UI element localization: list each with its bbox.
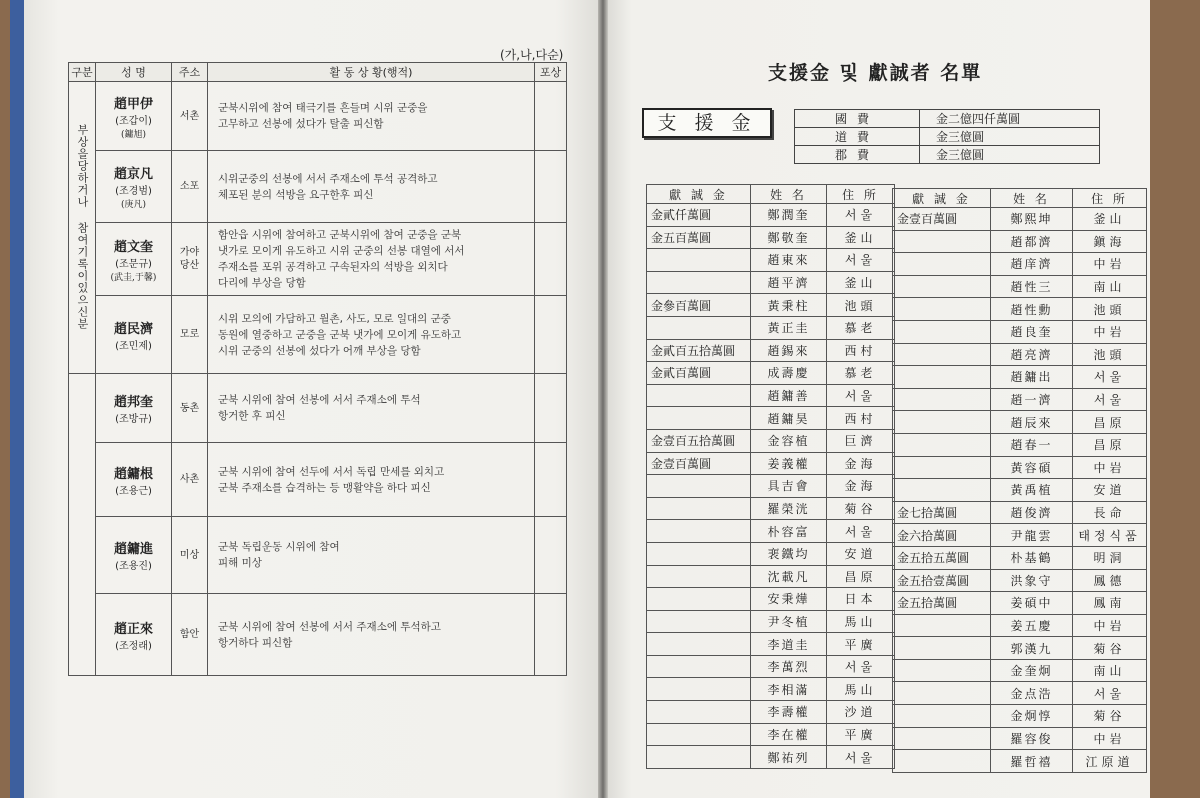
activity-row <box>69 222 567 295</box>
support-label: 支 援 金 <box>642 108 772 138</box>
donor-amount: 金參百萬圓 <box>647 294 751 317</box>
donor-amount <box>893 456 991 479</box>
donor-row <box>647 520 895 543</box>
person-name-cell <box>96 151 172 222</box>
donor-amount <box>893 366 991 389</box>
donor-location: 釜山 <box>827 271 895 294</box>
donor-location: 平廣 <box>827 633 895 656</box>
person-name-hanja: 趙正來 <box>113 621 153 637</box>
person-award <box>535 82 567 151</box>
person-name-korean: (조민제) <box>115 340 152 352</box>
donor-row <box>647 407 895 430</box>
donor-location: 서울 <box>1073 366 1147 389</box>
donor-location: 鳳德 <box>1073 569 1147 592</box>
donor-row <box>893 569 1147 592</box>
person-activity: 군북 시위에 참여 선두에 서서 독립 만세를 외치고 군북 주재소를 습격하는 등 맹활약을 하다 피신 <box>208 443 535 516</box>
donor-name: 黃容碩 <box>991 456 1073 479</box>
donor-row <box>647 701 895 724</box>
donor-amount <box>893 727 991 750</box>
donor-location: 池頭 <box>827 294 895 317</box>
person-address: 모로 <box>172 296 208 374</box>
donor-amount <box>647 723 751 746</box>
person-address: 소포 <box>172 151 208 222</box>
person-name-cell <box>96 516 172 594</box>
person-address: 동촌 <box>172 373 208 442</box>
donor-amount: 金五拾五萬圓 <box>893 546 991 569</box>
donor-amount <box>893 275 991 298</box>
donor-row <box>893 298 1147 321</box>
person-award <box>535 443 567 516</box>
donor-name: 朴容富 <box>751 520 827 543</box>
person-activity: 군북 독립운동 시위에 참여 피해 미상 <box>208 516 535 594</box>
activity-row <box>69 516 567 594</box>
donor-location: 菊谷 <box>1073 705 1147 728</box>
donor-location: 서울 <box>827 249 895 272</box>
donor-location: 慕老 <box>827 316 895 339</box>
person-award <box>535 222 567 295</box>
donor-location: 昌原 <box>827 565 895 588</box>
donor-amount <box>647 249 751 272</box>
donor-amount <box>647 316 751 339</box>
donor-amount: 金六拾萬圓 <box>893 524 991 547</box>
donor-row <box>893 411 1147 434</box>
donor-name: 郭漢九 <box>991 637 1073 660</box>
donor-row <box>893 343 1147 366</box>
donor-location: 中岩 <box>1073 456 1147 479</box>
donor-location: 中岩 <box>1073 320 1147 343</box>
donor-name: 黃禹植 <box>991 479 1073 502</box>
donor-row <box>893 682 1147 705</box>
person-name-hanja: 趙鏞進 <box>113 542 153 558</box>
donor-name: 李萬烈 <box>751 655 827 678</box>
person-address: 미상 <box>172 516 208 594</box>
donor-location: 長命 <box>1073 501 1147 524</box>
donor-location: 江原道 <box>1073 750 1147 773</box>
donor-location: 菊谷 <box>1073 637 1147 660</box>
donor-location: 中岩 <box>1073 727 1147 750</box>
donor-amount <box>647 542 751 565</box>
donor-name: 洪象守 <box>991 569 1073 592</box>
donor-location: 沙道 <box>827 701 895 724</box>
donor-location: 巨濟 <box>827 429 895 452</box>
donor-row <box>647 339 895 362</box>
donor-name: 沈載凡 <box>751 565 827 588</box>
donor-name: 金点浩 <box>991 682 1073 705</box>
donor-amount <box>893 298 991 321</box>
donor-amount <box>647 588 751 611</box>
donor-name: 趙良奎 <box>991 320 1073 343</box>
donor-name: 李壽權 <box>751 701 827 724</box>
fund-table <box>794 109 1100 164</box>
donor-location: 鎭海 <box>1073 230 1147 253</box>
donor-location: 태정식품 <box>1073 524 1147 547</box>
donor-row <box>893 659 1147 682</box>
donor-row <box>893 456 1147 479</box>
donor-name: 朴基鶴 <box>991 546 1073 569</box>
person-award <box>535 296 567 374</box>
donor-location: 安道 <box>1073 479 1147 502</box>
person-activity: 군북 시위에 참여 선봉에 서서 주재소에 투석하고 항거하다 피신함 <box>208 594 535 676</box>
donor-location: 南山 <box>1073 659 1147 682</box>
person-name-korean: (조문규) <box>115 258 152 270</box>
person-name-cell <box>96 82 172 151</box>
donor-table-left <box>646 184 895 769</box>
donor-name: 安秉燁 <box>751 588 827 611</box>
donor-header-name: 姓 名 <box>751 185 827 204</box>
donor-amount: 金貳仟萬圓 <box>647 204 751 227</box>
donor-row <box>647 452 895 475</box>
donor-row <box>647 384 895 407</box>
donor-location: 昌原 <box>1073 433 1147 456</box>
donor-amount <box>647 746 751 769</box>
donor-name: 尹冬植 <box>751 610 827 633</box>
donor-name: 趙鏞善 <box>751 384 827 407</box>
donor-row <box>647 226 895 249</box>
donor-location: 서울 <box>827 520 895 543</box>
person-name-cell <box>96 296 172 374</box>
donor-header-loc: 住 所 <box>827 185 895 204</box>
donor-amount: 金五拾壹萬圓 <box>893 569 991 592</box>
person-name-alias: (武圭,于馨) <box>110 272 157 283</box>
donor-row <box>647 316 895 339</box>
donor-name: 趙俊濟 <box>991 501 1073 524</box>
donor-row <box>647 249 895 272</box>
donor-name: 趙一濟 <box>991 388 1073 411</box>
donor-row <box>893 253 1147 276</box>
donor-row <box>647 204 895 227</box>
donor-row <box>893 750 1147 773</box>
donor-amount <box>647 384 751 407</box>
donor-row <box>893 208 1147 231</box>
person-address: 서촌 <box>172 82 208 151</box>
donor-row <box>893 275 1147 298</box>
donor-name: 黃正圭 <box>751 316 827 339</box>
person-name-korean: (조갑이) <box>115 115 152 127</box>
donor-amount <box>647 497 751 520</box>
donor-amount <box>647 701 751 724</box>
person-name-korean: (조정래) <box>115 640 152 652</box>
donor-row <box>647 271 895 294</box>
donor-amount <box>647 271 751 294</box>
activity-row <box>69 296 567 374</box>
donor-name: 趙錫來 <box>751 339 827 362</box>
donor-location: 菊谷 <box>827 497 895 520</box>
donor-name: 具吉會 <box>751 475 827 498</box>
header-award: 포상 <box>535 63 567 82</box>
donor-location: 釜山 <box>1073 208 1147 231</box>
donor-location: 西村 <box>827 407 895 430</box>
donor-row <box>647 497 895 520</box>
book-gutter <box>598 0 608 798</box>
fund-amount: 金三億圓 <box>920 146 1100 164</box>
fund-row <box>795 110 1100 128</box>
donor-row <box>893 592 1147 615</box>
person-address: 가야 당산 <box>172 222 208 295</box>
donor-location: 서울 <box>827 746 895 769</box>
donor-name: 鄭祐列 <box>751 746 827 769</box>
donor-row <box>647 565 895 588</box>
person-award <box>535 516 567 594</box>
person-name-cell <box>96 443 172 516</box>
donor-row <box>893 433 1147 456</box>
person-name-hanja: 趙鏞根 <box>113 466 153 482</box>
donor-row <box>647 475 895 498</box>
donor-name: 趙鏞昊 <box>751 407 827 430</box>
person-name-cell <box>96 594 172 676</box>
donor-amount <box>893 682 991 705</box>
person-activity: 군북 시위에 참여 선봉에 서서 주재소에 투석 항거한 후 피신 <box>208 373 535 442</box>
donor-location: 馬山 <box>827 678 895 701</box>
category-cell: 부상을당하거나 참여기록이있으신분 <box>69 82 96 374</box>
activity-table <box>68 62 567 676</box>
donor-location: 安道 <box>827 542 895 565</box>
donor-name: 趙辰來 <box>991 411 1073 434</box>
donor-amount <box>893 388 991 411</box>
donor-header-loc: 住 所 <box>1073 189 1147 208</box>
person-activity: 함안읍 시위에 참여하고 군북시위에 참여 군중을 군북 냇가로 모이게 유도하고 시위 군중의 선봉 대열에 서서 주재소를 포위 공격하고 구속된자의 석방을 외치다 다리에 부상을 당함 <box>208 222 535 295</box>
donor-row <box>893 479 1147 502</box>
donor-amount <box>893 750 991 773</box>
person-award <box>535 373 567 442</box>
donor-header-name: 姓 名 <box>991 189 1073 208</box>
donor-name: 羅容俊 <box>991 727 1073 750</box>
donor-amount <box>647 475 751 498</box>
donor-name: 趙亮濟 <box>991 343 1073 366</box>
donor-location: 日本 <box>827 588 895 611</box>
person-name-hanja: 趙甲伊 <box>113 96 153 112</box>
donor-amount <box>647 520 751 543</box>
donor-name: 李在權 <box>751 723 827 746</box>
donor-name: 鄭熙坤 <box>991 208 1073 231</box>
donor-name: 金奎炯 <box>991 659 1073 682</box>
donor-location: 中岩 <box>1073 614 1147 637</box>
donor-location: 池頭 <box>1073 298 1147 321</box>
donor-row <box>647 429 895 452</box>
donor-amount <box>893 614 991 637</box>
donor-name: 趙都濟 <box>991 230 1073 253</box>
donor-name: 姜碩中 <box>991 592 1073 615</box>
donor-name: 趙鏞出 <box>991 366 1073 389</box>
donor-location: 서울 <box>827 655 895 678</box>
person-name-hanja: 趙文奎 <box>113 239 153 255</box>
donor-name: 李道圭 <box>751 633 827 656</box>
donor-location: 西村 <box>827 339 895 362</box>
donor-name: 趙春一 <box>991 433 1073 456</box>
activity-row <box>69 373 567 442</box>
donor-location: 平廣 <box>827 723 895 746</box>
donor-name: 羅榮洸 <box>751 497 827 520</box>
donor-header-amount: 獻 誠 金 <box>647 185 751 204</box>
donor-name: 尹龍雲 <box>991 524 1073 547</box>
person-name-alias: (鏞旭) <box>120 129 147 140</box>
person-name-hanja: 趙民濟 <box>113 321 153 337</box>
donor-amount: 金壹百五拾萬圓 <box>647 429 751 452</box>
donor-amount: 金貳百五拾萬圓 <box>647 339 751 362</box>
person-activity: 군북시위에 참여 태극기를 흔들며 시위 군중을 고무하고 선봉에 섰다가 탈출 피신함 <box>208 82 535 151</box>
donor-amount <box>893 253 991 276</box>
person-name-hanja: 趙京凡 <box>113 167 153 183</box>
header-category: 구분 <box>69 63 96 82</box>
donor-row <box>647 588 895 611</box>
donor-row <box>893 637 1147 660</box>
donor-location: 昌原 <box>1073 411 1147 434</box>
donor-location: 明洞 <box>1073 546 1147 569</box>
donor-name: 黃秉柱 <box>751 294 827 317</box>
donor-amount <box>647 610 751 633</box>
donor-header-row <box>893 189 1147 208</box>
donor-header-amount: 獻 誠 金 <box>893 189 991 208</box>
donor-amount: 金壹百萬圓 <box>647 452 751 475</box>
donor-amount <box>647 407 751 430</box>
person-address: 함안 <box>172 594 208 676</box>
donor-row <box>647 633 895 656</box>
donor-row <box>893 524 1147 547</box>
donor-row <box>647 610 895 633</box>
donor-name: 成壽慶 <box>751 362 827 385</box>
header-activity: 활 동 상 황(행적) <box>208 63 535 82</box>
donor-row <box>893 546 1147 569</box>
person-name-alias: (庚凡) <box>120 200 147 211</box>
person-activity: 시위군중의 선봉에 서서 주재소에 투석 공격하고 체포된 분의 석방을 요구한후 피신 <box>208 151 535 222</box>
person-address: 사촌 <box>172 443 208 516</box>
category-cell-empty <box>69 373 96 675</box>
donor-name: 趙平濟 <box>751 271 827 294</box>
sort-note: (가,나,다순) <box>500 48 564 62</box>
donor-amount <box>647 565 751 588</box>
person-name-korean: (조방규) <box>115 414 152 426</box>
fund-row <box>795 146 1100 164</box>
person-name-korean: (조용근) <box>115 485 152 497</box>
donor-row <box>893 727 1147 750</box>
person-name-korean: (조용진) <box>115 561 152 573</box>
donor-row <box>647 542 895 565</box>
donor-amount: 金壹百萬圓 <box>893 208 991 231</box>
fund-amount: 金三億圓 <box>920 128 1100 146</box>
donor-location: 서울 <box>1073 682 1147 705</box>
donor-location: 金海 <box>827 452 895 475</box>
donor-amount <box>893 230 991 253</box>
donor-name: 趙東來 <box>751 249 827 272</box>
person-name-cell <box>96 222 172 295</box>
donor-location: 中岩 <box>1073 253 1147 276</box>
person-name-korean: (조경범) <box>115 186 152 198</box>
donor-location: 釜山 <box>827 226 895 249</box>
donor-amount <box>647 655 751 678</box>
person-award <box>535 594 567 676</box>
donor-amount <box>893 320 991 343</box>
donor-amount <box>893 343 991 366</box>
donor-header-row <box>647 185 895 204</box>
donor-amount: 金七拾萬圓 <box>893 501 991 524</box>
person-activity: 시위 모의에 가담하고 월촌, 사도, 모로 일대의 군중 동원에 열중하고 군중을 군북 냇가에 모이게 유도하고 시위 군중의 선봉에 섰다가 어깨 부상을 당함 <box>208 296 535 374</box>
donor-row <box>647 678 895 701</box>
fund-label: 郡費 <box>795 146 920 164</box>
donor-row <box>647 655 895 678</box>
donor-amount: 金貳百萬圓 <box>647 362 751 385</box>
donor-location: 서울 <box>827 204 895 227</box>
donor-name: 趙性勳 <box>991 298 1073 321</box>
header-name: 성 명 <box>96 63 172 82</box>
donor-row <box>893 501 1147 524</box>
donor-row <box>893 705 1147 728</box>
donor-row <box>647 362 895 385</box>
person-name-hanja: 趙邦奎 <box>113 395 153 411</box>
fund-label: 道費 <box>795 128 920 146</box>
donor-amount: 金五拾萬圓 <box>893 592 991 615</box>
activity-row <box>69 594 567 676</box>
activity-row <box>69 443 567 516</box>
fund-row <box>795 128 1100 146</box>
fund-label: 國費 <box>795 110 920 128</box>
donor-table-right <box>892 188 1147 773</box>
donor-name: 金容植 <box>751 429 827 452</box>
donor-amount <box>893 433 991 456</box>
donor-amount <box>893 411 991 434</box>
donor-name: 金炯惇 <box>991 705 1073 728</box>
donor-amount <box>647 678 751 701</box>
donor-amount <box>893 659 991 682</box>
activity-header-row <box>69 63 567 82</box>
activity-row <box>69 82 567 151</box>
donor-location: 서울 <box>1073 388 1147 411</box>
donor-row <box>647 746 895 769</box>
donor-amount: 金五百萬圓 <box>647 226 751 249</box>
donor-location: 慕老 <box>827 362 895 385</box>
donor-name: 李相滿 <box>751 678 827 701</box>
person-name-cell <box>96 373 172 442</box>
donor-name: 姜義權 <box>751 452 827 475</box>
donor-location: 鳳南 <box>1073 592 1147 615</box>
donor-location: 金海 <box>827 475 895 498</box>
donor-location: 馬山 <box>827 610 895 633</box>
donor-amount <box>893 637 991 660</box>
donor-name: 趙性三 <box>991 275 1073 298</box>
donor-name: 鄭敬奎 <box>751 226 827 249</box>
donor-name: 鄭潤奎 <box>751 204 827 227</box>
donor-row <box>893 320 1147 343</box>
header-address: 주소 <box>172 63 208 82</box>
donor-amount <box>893 479 991 502</box>
donor-row <box>893 614 1147 637</box>
donor-row <box>647 294 895 317</box>
donor-name: 趙庠濟 <box>991 253 1073 276</box>
person-award <box>535 151 567 222</box>
fund-amount: 金二億四仟萬圓 <box>920 110 1100 128</box>
donor-location: 池頭 <box>1073 343 1147 366</box>
donor-row <box>647 723 895 746</box>
donor-amount <box>647 633 751 656</box>
page-title: 支援金 및 獻誠者 名單 <box>768 62 983 84</box>
donor-location: 서울 <box>827 384 895 407</box>
donor-name: 姜五慶 <box>991 614 1073 637</box>
donor-name: 羅哲禧 <box>991 750 1073 773</box>
activity-row <box>69 151 567 222</box>
donor-name: 裵鐵均 <box>751 542 827 565</box>
donor-location: 南山 <box>1073 275 1147 298</box>
donor-row <box>893 366 1147 389</box>
donor-amount <box>893 705 991 728</box>
donor-row <box>893 230 1147 253</box>
donor-row <box>893 388 1147 411</box>
